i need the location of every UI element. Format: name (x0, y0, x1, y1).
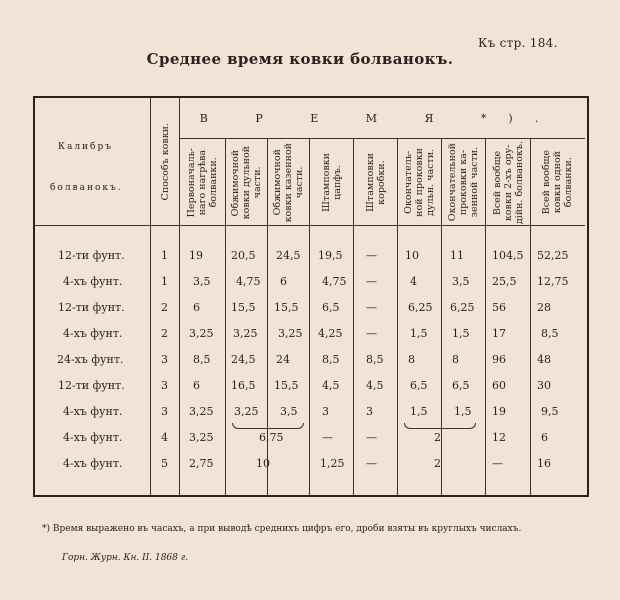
time-column-label: Всей вообще ковки одной болванки. (541, 150, 574, 215)
data-cell: — (366, 431, 377, 444)
time-column-label: Окончатель- ной проковки дульн. части. (403, 148, 436, 217)
method-cell: 5 (161, 457, 168, 470)
table-row (35, 353, 585, 373)
caliber-cell: 24-хъ фунт. (57, 353, 124, 366)
time-column-header-5 (354, 140, 397, 225)
data-cell: 15,5 (274, 379, 299, 392)
data-cell: 24,5 (231, 353, 256, 366)
data-cell: 4,5 (366, 379, 384, 392)
data-cell: — (366, 327, 377, 340)
data-cell: 24 (276, 353, 290, 366)
data-cell: — (366, 457, 377, 470)
method-header: Способъ ковки. (159, 122, 171, 201)
data-cell: — (322, 431, 333, 444)
caliber-cell: 4-хъ фунт. (63, 275, 123, 288)
method-cell: 1 (161, 249, 168, 262)
caliber-cell: 4-хъ фунт. (63, 431, 123, 444)
data-cell: 48 (537, 353, 551, 366)
data-cell: 24,5 (276, 249, 301, 262)
data-cell: 6,25 (450, 301, 475, 314)
method-cell: 3 (161, 405, 168, 418)
caliber-cell: 12-ти фунт. (58, 301, 125, 314)
data-cell: 3,25 (233, 327, 258, 340)
data-cell: 20,5 (231, 249, 256, 262)
data-cell: 15,5 (231, 301, 256, 314)
data-cell: 6 (193, 379, 200, 392)
time-column-header-4 (310, 140, 353, 225)
data-cell: 12,75 (537, 275, 569, 288)
time-column-label: Всей вообще ковки 2-хъ ору- дійн. болванокъ. (491, 140, 525, 225)
data-cell: 19,5 (318, 249, 343, 262)
data-cell: 30 (537, 379, 551, 392)
data-cell: 19 (189, 249, 203, 262)
data-cell: 1,25 (320, 457, 345, 470)
data-cell: 4,75 (236, 275, 261, 288)
data-cell: 9,5 (541, 405, 559, 418)
merged-data-cell: 10 (256, 457, 270, 470)
time-column-header-9 (531, 140, 584, 225)
data-cell: 4,75 (322, 275, 347, 288)
data-cell: 8,5 (322, 353, 340, 366)
time-column-label: Обжимочной ковки казенной части. (272, 142, 305, 223)
merge-brace (232, 423, 304, 429)
data-cell: 11 (450, 249, 464, 262)
data-cell: 4,25 (318, 327, 343, 340)
merged-data-cell: 2 (434, 431, 441, 444)
time-column-label: Обжимочной ковки дульной части. (230, 145, 263, 220)
data-cell: 8 (452, 353, 459, 366)
data-cell: 6 (541, 431, 548, 444)
method-cell: 3 (161, 379, 168, 392)
data-cell: 12 (492, 431, 506, 444)
data-cell: 8,5 (193, 353, 211, 366)
data-cell: 52,25 (537, 249, 569, 262)
data-cell: — (366, 275, 377, 288)
method-cell: 2 (161, 301, 168, 314)
data-cell: 3,25 (234, 405, 259, 418)
table-row (35, 327, 585, 347)
table-row (35, 431, 585, 451)
data-cell: 1,5 (454, 405, 472, 418)
data-cell: 60 (492, 379, 506, 392)
data-cell: 28 (537, 301, 551, 314)
data-cell: 3,25 (189, 405, 214, 418)
data-cell: 1,5 (410, 405, 428, 418)
time-column-header-3 (268, 140, 309, 225)
method-cell: 2 (161, 327, 168, 340)
data-cell: 25,5 (492, 275, 517, 288)
data-cell: 96 (492, 353, 506, 366)
header-bottom-rule (35, 225, 585, 226)
time-column-label: Штамповки коробки. (364, 153, 387, 212)
caliber-cell: 12-ти фунт. (58, 249, 125, 262)
data-cell: 15,5 (274, 301, 299, 314)
data-cell: 6,5 (410, 379, 428, 392)
data-cell: 3,25 (278, 327, 303, 340)
caliber-header-top: Калибръ (58, 142, 113, 152)
time-column-header-6 (398, 140, 441, 225)
caliber-cell: 4-хъ фунт. (63, 327, 123, 340)
data-cell: 1,5 (410, 327, 428, 340)
merged-data-cell: 6,75 (259, 431, 284, 444)
data-cell: 3,5 (452, 275, 470, 288)
data-cell: 19 (492, 405, 506, 418)
data-cell: 6,5 (322, 301, 340, 314)
caliber-cell: 4-хъ фунт. (63, 457, 123, 470)
data-cell: 8 (408, 353, 415, 366)
method-cell: 4 (161, 431, 168, 444)
time-column-label: Окончательной проковки ка- зенной части. (447, 143, 480, 222)
merged-data-cell: 2 (434, 457, 441, 470)
method-cell: 1 (161, 275, 168, 288)
data-cell: 6,5 (452, 379, 470, 392)
caliber-cell: 12-ти фунт. (58, 379, 125, 392)
method-cell: 3 (161, 353, 168, 366)
data-cell: 6 (280, 275, 287, 288)
data-cell: 104,5 (492, 249, 524, 262)
data-cell: 3 (366, 405, 373, 418)
data-cell: 6,25 (408, 301, 433, 314)
caliber-header-bottom: болванокъ. (50, 183, 123, 193)
method-header-cell (151, 98, 179, 225)
data-cell: 4 (410, 275, 417, 288)
data-cell: — (366, 301, 377, 314)
data-cell: 3,25 (189, 327, 214, 340)
data-cell: — (366, 249, 377, 262)
time-group-rule (180, 138, 585, 139)
source-citation: Горн. Журн. Кн. II. 1868 г. (62, 553, 189, 563)
time-column-label: Первоначаль- наго нагрѣва болванки. (186, 147, 219, 218)
time-column-header-8 (486, 140, 530, 225)
time-column-header-1 (180, 140, 225, 225)
data-cell: 4,5 (322, 379, 340, 392)
page-title: Среднее время ковки болванокъ. (146, 50, 454, 68)
merge-brace (404, 423, 476, 429)
time-group-header: В Р Е М Я *). (199, 112, 561, 125)
data-cell: 6 (193, 301, 200, 314)
data-cell: 2,75 (189, 457, 214, 470)
data-cell: 10 (405, 249, 419, 262)
table-row (35, 405, 585, 425)
time-column-header-2 (226, 140, 267, 225)
page-reference: Къ стр. 184. (478, 36, 558, 50)
time-column-header-7 (442, 140, 485, 225)
table-row (35, 457, 585, 477)
data-cell: — (492, 457, 503, 470)
table-row (35, 275, 585, 295)
data-cell: 56 (492, 301, 506, 314)
data-cell: 17 (492, 327, 506, 340)
data-cell: 16,5 (231, 379, 256, 392)
data-cell: 1,5 (452, 327, 470, 340)
time-column-label: Штамповки цапфъ. (320, 153, 343, 212)
data-cell: 8,5 (366, 353, 384, 366)
data-cell: 3,5 (280, 405, 298, 418)
table-row (35, 301, 585, 321)
table-frame-bottom (33, 495, 589, 497)
table-row (35, 379, 585, 399)
data-cell: 3 (322, 405, 329, 418)
data-cell: 8,5 (541, 327, 559, 340)
data-cell: 16 (537, 457, 551, 470)
data-cell: 3,5 (193, 275, 211, 288)
data-cell: 3,25 (189, 431, 214, 444)
table-row (35, 249, 585, 269)
footnote: *) Время выражено въ часахъ, а при выводѣ среднихъ цифръ его, дроби взяты въ круглыхъ числахъ. (42, 524, 522, 534)
caliber-cell: 4-хъ фунт. (63, 405, 123, 418)
